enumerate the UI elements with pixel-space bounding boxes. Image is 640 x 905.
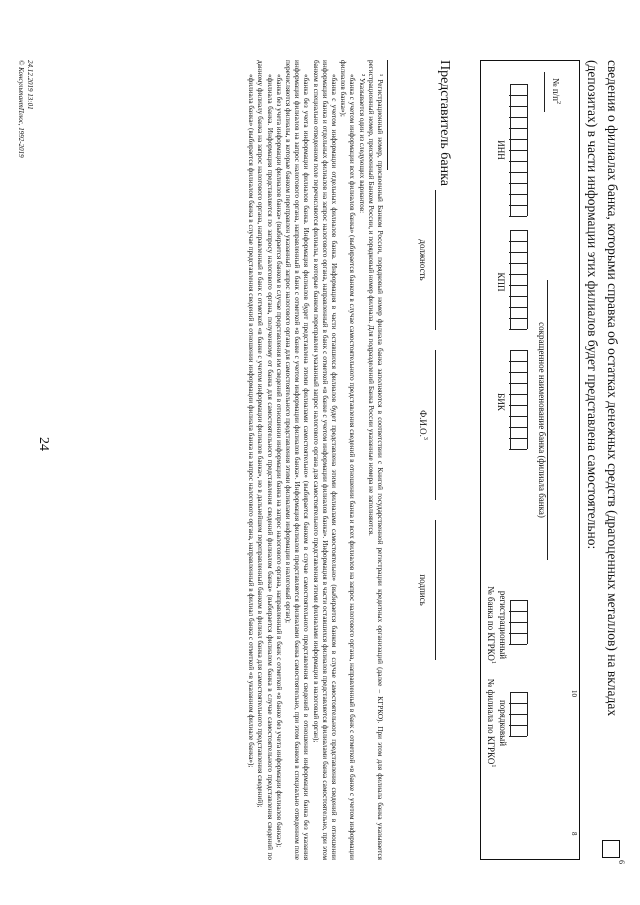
header-check-box[interactable] bbox=[602, 840, 620, 858]
footnote-2-variant-2: «банка с учетом информации отдельных филиалов банка. Информация в части оставшихся филиалов будет представлена этими филиалами самостоятельно» (выбирается банком в случае самостоятельного представления сведений в отношении информации банка и отдельных филиалов на запрос налогового органа, направленный в банк с отметкой «в банке с учетом информации филиалов банка». Информация в части оставшихся филиалов представляется филиалами банка самостоятельно, при этом банком в специально отведенном поле перечисляются филиалы, в которые банком переправлен указанный запрос налогового органа для самостоятельного представления этими филиалами информации в налоговый орган); bbox=[311, 60, 338, 860]
reg-number-label: регистрационный № банка по КГРКО$^1$ bbox=[486, 586, 508, 664]
signature-label: подпись bbox=[418, 574, 428, 606]
footnote-2-variant-3: «банка без учета информации филиалов банка. Информация филиалов будет представлена этими филиалами самостоятельно» (выбирается банком в случае самостоятельного представления сведений в отношении информации банка без указания информации филиалов на запрос налогового органа, направленный в банк с отметкой «в банке с учетом информации филиалов банка». Информация филиалов представляется филиалами банка самостоятельно, при этом банком в специально отведенном поле перечисляются филиалы, в которые банком переправлен указанный запрос налогового органа для самостоятельного представления этими филиалами информации в налоговый орган); bbox=[283, 60, 311, 860]
footnote-2-variant-6: «филиала банка» (выбирается филиалом банка в случае представления сведений в отношении информации филиала банка на запрос налогового органа, направленный в филиал банка с отметкой «в указанном филиале банка»); bbox=[247, 74, 256, 768]
box-number-8: 8 bbox=[570, 832, 578, 836]
footer-source: © КонсультантПлюс, 1992-2019 bbox=[17, 60, 25, 158]
footnotes bbox=[246, 60, 384, 860]
inn-cells[interactable] bbox=[510, 84, 528, 216]
footnote-1: ¹ Регистрационный номер, присвоенный Банком России, порядковый номер филиала банка заполняются в соответствии с Книгой государственной регистрации кредитных организаций (далее – КГРКО). При этом для филиала банка указывается регистрационный номер, присвоенный Банком России, и порядковый номер филиала. Для подразделений Банка России указанные номера не заполняются. bbox=[366, 60, 384, 860]
footnote-2: ² Указывается один из следующих вариантов: bbox=[357, 74, 366, 214]
footer bbox=[16, 60, 34, 158]
kpp-cells[interactable] bbox=[510, 230, 528, 329]
footnote-2-variant-5: «филиала банка. Информация представляется по запросу налогового органа, полученному от банка для самостоятельного представления сведений филиалом банка» (выбирается филиалом банка в случае самостоятельного представления сведений по данному филиалу банка на запрос налогового органа, направленный в банк с отметкой «в банке с учетом информации филиалов банка», но в дальнейшем переправленный банком в филиал банка для самостоятельного представления сведений); bbox=[256, 60, 274, 860]
fio-line[interactable] bbox=[435, 350, 436, 500]
position-line[interactable] bbox=[435, 190, 436, 330]
box-number-10: 10 bbox=[570, 690, 578, 697]
short-name-line bbox=[547, 280, 548, 560]
seq-number-label: порядковый № филиала по КГРКО$^1$ bbox=[486, 678, 508, 768]
fio-label: Ф.И.О.$^3$ bbox=[418, 410, 428, 440]
footer-date: 24.12.2019 13:01 bbox=[26, 60, 34, 110]
header-line-2: (депозитах) в части информации этих филиалов будет представлена самостоятельно: bbox=[585, 60, 600, 550]
bik-cells[interactable] bbox=[510, 350, 528, 449]
bank-representative-title: Представитель банка bbox=[437, 60, 452, 186]
header-line-1: сведения о филиалах банка, которыми справка об остатках денежных средств (драгоценных металлов) на вкладах bbox=[605, 60, 620, 717]
header-box-number: 6 bbox=[617, 860, 626, 864]
position-label: должность bbox=[418, 239, 428, 281]
page-number: 24 bbox=[36, 437, 51, 451]
footnote-2-variant-1: «банка с учетом информации всех филиалов банка» (выбирается банком в случае самостоятельного представления сведений в отношении банка и всех филиалов на запрос налогового органа, направленный в банк с отметкой «в банке с учетом информации филиалов банка»); bbox=[339, 60, 357, 860]
reg-number-cells[interactable] bbox=[510, 600, 528, 644]
field-number-label: № $п/п^2$ bbox=[551, 78, 561, 104]
signature-line[interactable] bbox=[435, 520, 436, 660]
seq-number-cells[interactable] bbox=[510, 692, 528, 736]
footnote-separator bbox=[387, 60, 388, 170]
inn-label: ИНН bbox=[496, 140, 506, 160]
bik-label: БИК bbox=[496, 393, 506, 411]
short-name-label: сокращенное наименование банка (филиала банка) bbox=[537, 322, 547, 518]
kpp-label: КПП bbox=[496, 272, 506, 292]
footnote-2-variant-4: «банка без учета информации филиалов банка» (выбирается банком в случае представления им сведений в отношении информации банка на запрос налогового органа, направленный в банк с отметкой «в банке без учета информации филиалов банка»); bbox=[274, 74, 283, 848]
field-number-line bbox=[544, 72, 545, 112]
